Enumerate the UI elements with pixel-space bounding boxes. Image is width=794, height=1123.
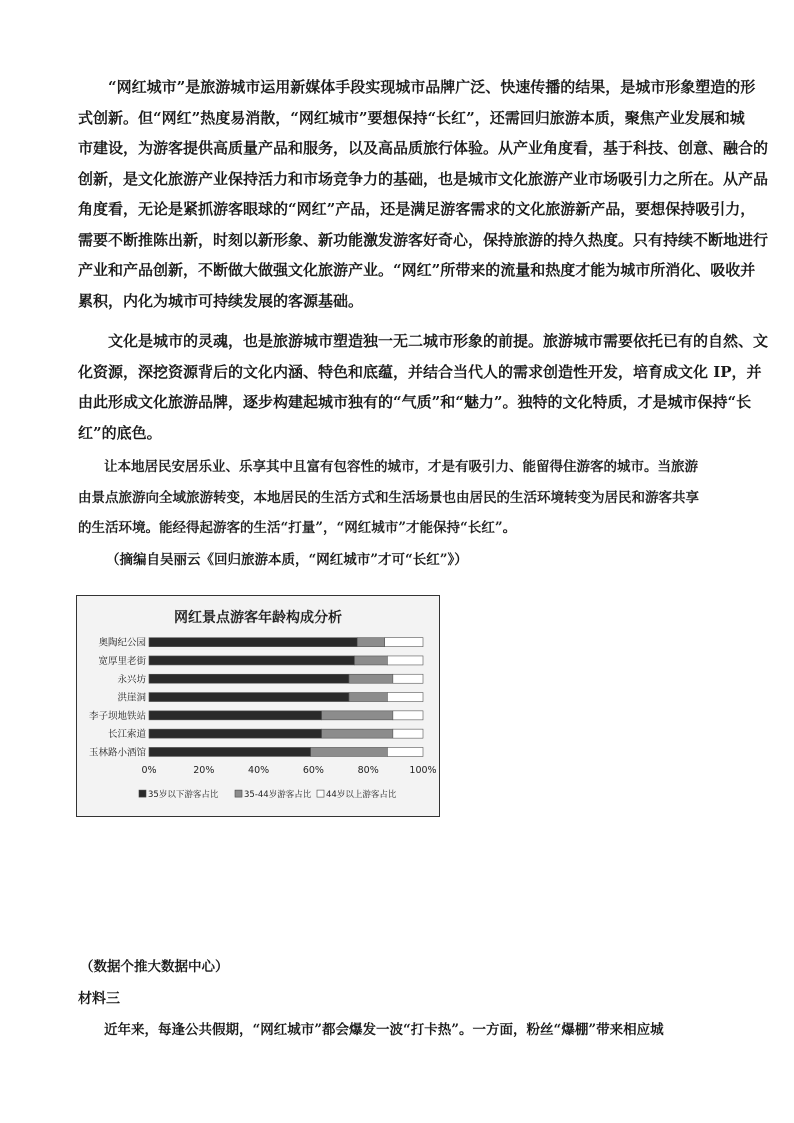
chart-source: （数据个推大数据中心） — [80, 959, 229, 975]
bar-segment — [149, 729, 322, 738]
bar-segment — [149, 693, 349, 702]
bar-segment — [385, 638, 423, 647]
paragraph-line: 创新，是文化旅游产业保持活力和市场竞争力的基础，也是城市文化旅游产业市场吸引力之所在。从产品 — [78, 169, 769, 188]
paragraph-line: 让本地居民安居乐业、乐享其中且富有包容性的城市，才是有吸引力、能留得住游客的城市。当旅游 — [104, 459, 698, 475]
paragraph-3 — [78, 452, 718, 544]
material-first-line: 近年来，每逢公共假期，“网红城市”都会爆发一波“打卡热”。一方面，粉丝“爆棚”带来相应城 — [104, 1022, 664, 1038]
category-label: 洪崖洞 — [117, 692, 146, 704]
x-tick-label: 80% — [357, 765, 379, 777]
bar-segment — [149, 674, 349, 683]
legend-label: 35-44岁游客占比 — [244, 790, 312, 801]
category-label: 宽厚里老街 — [98, 655, 146, 667]
chart-svg — [77, 596, 439, 816]
paragraph-line: 产业和产品创新，不断做大做强文化旅游产业。“网红”所带来的流量和热度才能为城市所消化、吸收并 — [78, 261, 756, 279]
paragraph-line: “网红城市”是旅游城市运用新媒体手段实现城市品牌广泛、快速传播的结果，是城市形象塑造的形 — [108, 78, 756, 96]
legend-swatch — [235, 790, 242, 797]
bar-segment — [149, 656, 355, 665]
paragraph-line: 红”的底色。 — [78, 423, 162, 442]
x-tick-label: 0% — [141, 765, 157, 777]
chart-background — [77, 596, 439, 816]
category-label: 长江索道 — [107, 729, 146, 741]
chart-title: 网红景点游客年龄构成分析 — [174, 610, 342, 626]
legend-label: 35岁以下游客占比 — [148, 790, 219, 801]
paragraph-line: 由景点旅游向全域旅游转变，本地居民的生活方式和生活场景也由居民的生活环境转变为居民和游客共享 — [78, 489, 699, 506]
paragraph-line: 由此形成文化旅游品牌，逐步构建起城市独有的“气质”和“魅力”。独特的文化特质，才是城市保持“长 — [78, 393, 752, 411]
x-tick-label: 40% — [248, 765, 270, 777]
bar-segment — [349, 693, 387, 702]
material-heading: 材料三 — [78, 991, 120, 1007]
category-label: 玉林路小酒馆 — [88, 747, 146, 759]
bar-segment — [149, 638, 357, 647]
paragraph-1 — [78, 72, 769, 316]
paragraph-line: 式创新。但“网红”热度易消散，“网红城市”要想保持“长红”，还需回归旅游本质，聚焦产业发展和城 — [78, 108, 745, 127]
x-tick-label: 60% — [302, 765, 324, 777]
paragraph-line: 市建设，为游客提供高质量产品和服务，以及高品质旅行体验。从产业角度看，基于科技、创意、融合的 — [78, 139, 769, 157]
bar-segment — [149, 711, 322, 720]
paragraph-line: 文化是城市的灵魂，也是旅游城市塑造独一无二城市形象的前提。旅游城市需要依托已有的自然、文 — [108, 332, 769, 350]
paragraph-line: 角度看，无论是紧抓游客眼球的“网红”产品，还是满足游客需求的文化旅游新产品，要想保持吸引力， — [78, 200, 756, 218]
bar-segment — [322, 729, 393, 738]
bar-segment — [322, 711, 393, 720]
category-label: 奥陶纪公园 — [98, 637, 146, 649]
paragraph-line: 累积，内化为城市可持续发展的客源基础。 — [78, 291, 364, 310]
bar-segment — [357, 638, 384, 647]
legend-label: 44岁以上游客占比 — [326, 790, 397, 801]
bar-segment — [149, 747, 311, 756]
legend-swatch — [317, 790, 324, 797]
bar-segment — [393, 729, 423, 738]
bar-segment — [355, 656, 388, 665]
bar-segment — [387, 693, 423, 702]
bar-segment — [393, 674, 423, 683]
paragraph-line: 的生活环境。能经得起游客的生活“打量”，“网红城市”才能保持“长红”。 — [78, 520, 517, 536]
x-tick-label: 100% — [409, 765, 437, 777]
bar-segment — [349, 674, 393, 683]
category-label: 永兴坊 — [117, 674, 146, 686]
x-tick-label: 20% — [193, 765, 215, 777]
age-structure-chart — [76, 595, 440, 817]
bar-segment — [311, 747, 388, 756]
paragraph-2 — [78, 326, 769, 448]
bar-segment — [393, 711, 423, 720]
category-label: 李子坝地铁站 — [88, 710, 146, 722]
paragraph-line: 需要不断推陈出新，时刻以新形象、新功能激发游客好奇心，保持旅游的持久热度。只有持续不断地进行 — [78, 230, 769, 249]
bar-segment — [387, 656, 423, 665]
paragraph-line: 化资源，深挖资源背后的文化内涵、特色和底蕴，并结合当代人的需求创造性开发，培育成文化 IP，并 — [78, 362, 762, 381]
bar-segment — [387, 747, 423, 756]
legend-swatch — [139, 790, 146, 797]
article-source: （摘编自吴丽云《回归旅游本质，“网红城市”才可“长红”》） — [106, 552, 468, 568]
